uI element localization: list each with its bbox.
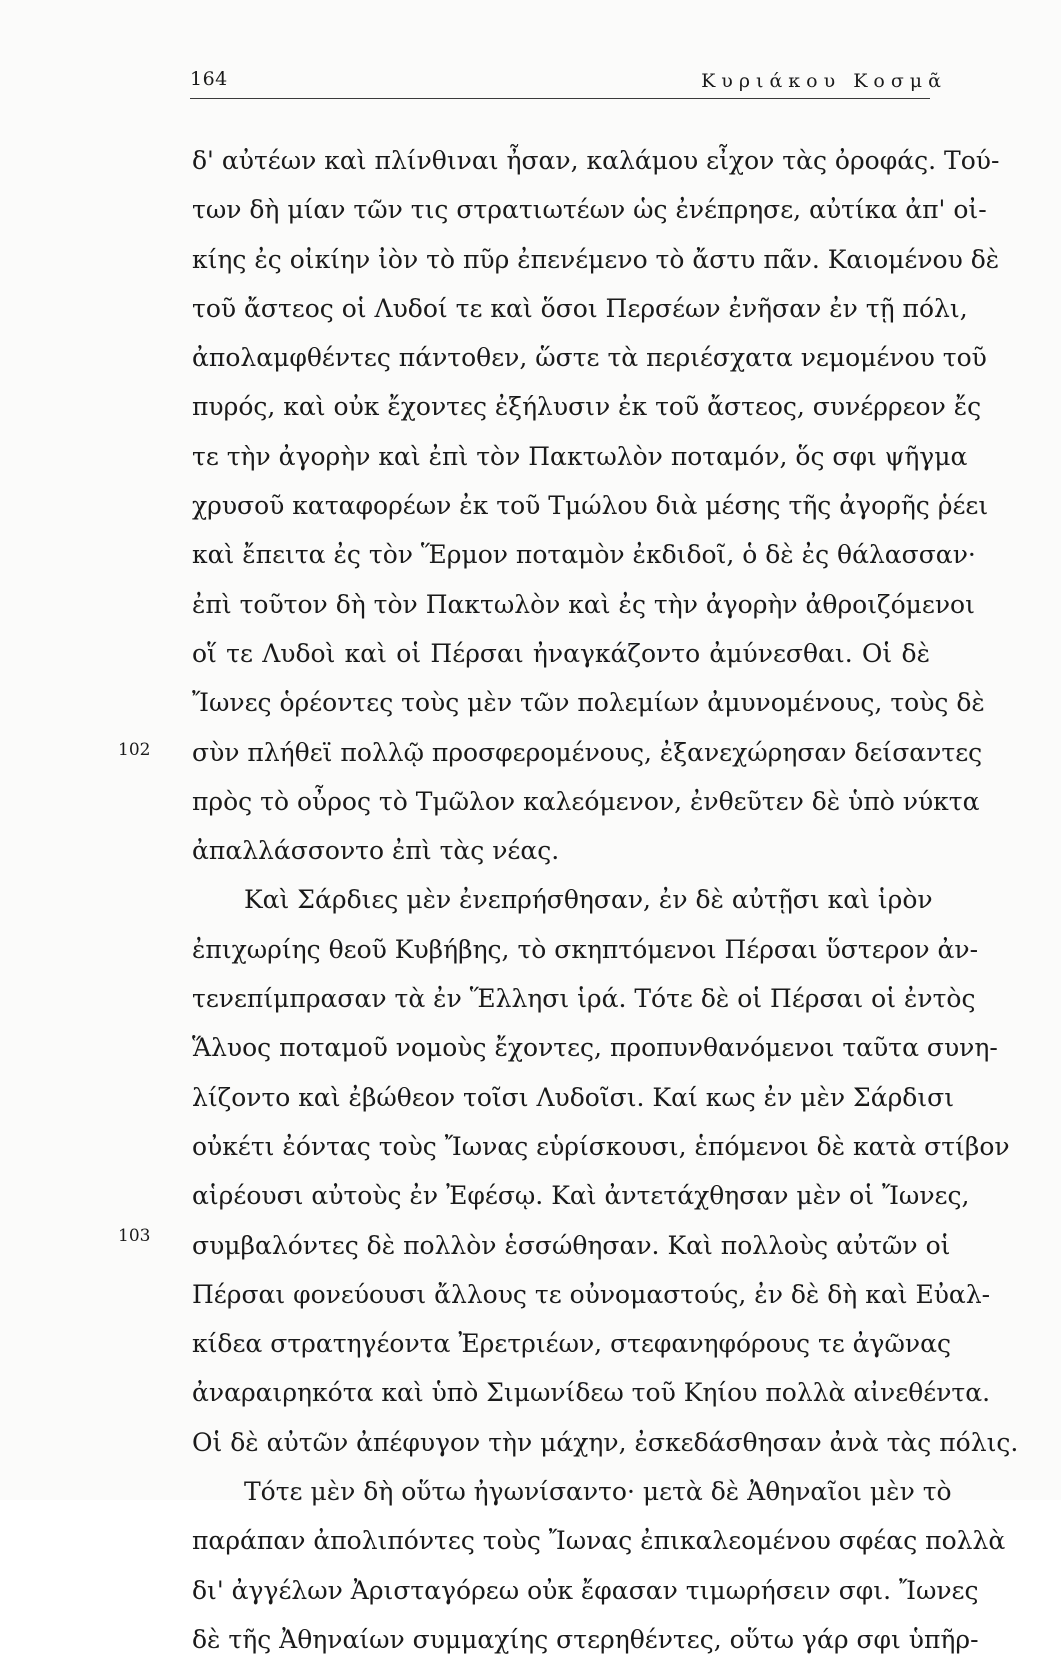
text-line: δ' αὐτέων καὶ πλίνθιναι ἦσαν, καλάμου εἶχον τὰς ὀροφάς. Τού- [192, 146, 1000, 175]
text-line: ἀπολαμφθέντες πάντοθεν, ὥστε τὰ περιέσχατα νεμομένου τοῦ [192, 343, 987, 373]
margin-section-number: 102 [118, 740, 151, 760]
text-line: Ἅλυος ποταμοῦ νομοὺς ἔχοντες, προπυνθανόμενοι ταῦτα συνη- [192, 1033, 998, 1063]
text-line: συμβαλόντες δὲ πολλὸν ἑσσώθησαν. Καὶ πολλοὺς αὐτῶν οἱ [192, 1230, 951, 1260]
text-line: τενεπίμπρασαν τὰ ἐν Ἕλλησι ἱρά. Τότε δὲ οἱ Πέρσαι οἱ ἐντὸς [192, 984, 976, 1014]
margin-section-number: 103 [118, 1226, 151, 1246]
text-line: Οἱ δὲ αὐτῶν ἀπέφυγον τὴν μάχην, ἐσκεδάσθησαν ἀνὰ τὰς πόλις. [192, 1427, 1019, 1457]
text-line: σὺν πλήθεϊ πολλῷ προσφερομένους, ἐξανεχώρησαν δείσαντες [192, 737, 983, 767]
text-line: δὲ τῆς Ἀθηναίων συμμαχίης στερηθέντες, οὕτω γάρ σφι ὑπῆρ- [192, 1624, 979, 1654]
text-line: πυρός, καὶ οὐκ ἔχοντες ἐξήλυσιν ἐκ τοῦ ἄστεος, συνέρρεον ἔς [192, 392, 982, 422]
text-line: δι' ἀγγέλων Ἀρισταγόρεω οὐκ ἔφασαν τιμωρήσειν σφι. Ἴωνες [192, 1575, 979, 1605]
header-rule [190, 98, 930, 99]
text-line: ἐπὶ τοῦτον δὴ τὸν Πακτωλὸν καὶ ἐς τὴν ἀγορὴν ἀθροιζόμενοι [192, 589, 975, 619]
text-line: οἵ τε Λυδοὶ καὶ οἱ Πέρσαι ἠναγκάζοντο ἀμύνεσθαι. Οἱ δὲ [192, 638, 930, 668]
text-line: αἱρέουσι αὐτοὺς ἐν Ἐφέσῳ. Καὶ ἀντετάχθησαν μὲν οἱ Ἴωνες, [192, 1181, 970, 1211]
text-line: ἐπιχωρίης θεοῦ Κυβήβης, τὸ σκηπτόμενοι Πέρσαι ὕστερον ἀν- [192, 934, 979, 964]
text-line: τε τὴν ἀγορὴν καὶ ἐπὶ τὸν Πακτωλὸν ποταμόν, ὅς σφι ψῆγμα [192, 441, 968, 471]
text-line: Τότε μὲν δὴ οὕτω ἠγωνίσαντο· μετὰ δὲ Ἀθηναῖοι μὲν τὸ [244, 1477, 952, 1507]
text-line: κίδεα στρατηγέοντα Ἐρετριέων, στεφανηφόρους τε ἀγῶνας [192, 1329, 951, 1359]
page-number: 164 [190, 68, 228, 90]
text-line: παράπαν ἀπολιπόντες τοὺς Ἴωνας ἐπικαλεομένου σφέας πολλὰ [192, 1526, 1006, 1556]
running-title: Κυριάκου Κοσμᾶ [701, 70, 947, 92]
text-line: πρὸς τὸ οὖρος τὸ Τμῶλον καλεόμενον, ἐνθεῦτεν δὲ ὑπὸ νύκτα [192, 786, 980, 816]
text-line: Ἴωνες ὁρέοντες τοὺς μὲν τῶν πολεμίων ἀμυνομένους, τοὺς δὲ [192, 688, 985, 718]
text-line: χρυσοῦ καταφορέων ἐκ τοῦ Τμώλου διὰ μέσης τῆς ἀγορῆς ῥέει [192, 491, 989, 521]
text-line: οὐκέτι ἐόντας τοὺς Ἴωνας εὑρίσκουσι, ἑπόμενοι δὲ κατὰ στίβον [192, 1131, 1010, 1161]
text-line: Καὶ Σάρδιες μὲν ἐνεπρήσθησαν, ἐν δὲ αὐτῇσι καὶ ἱρὸν [244, 885, 933, 915]
text-line: ἀπαλλάσσοντο ἐπὶ τὰς νέας. [192, 836, 560, 866]
text-line: τοῦ ἄστεος οἱ Λυδοί τε καὶ ὅσοι Περσέων ἐνῆσαν ἐν τῇ πόλι, [192, 293, 968, 323]
text-line: καὶ ἔπειτα ἐς τὸν Ἕρμον ποταμὸν ἐκδιδοῖ, ὁ δὲ ἐς θάλασσαν· [192, 540, 976, 570]
text-line: λίζοντο καὶ ἐβώθεον τοῖσι Λυδοῖσι. Καί κως ἐν μὲν Σάρδισι [192, 1082, 955, 1112]
text-line: Πέρσαι φονεύουσι ἄλλους τε οὐνομαστούς, ἐν δὲ δὴ καὶ Εὐαλ- [192, 1279, 991, 1309]
text-line: των δὴ μίαν τῶν τις στρατιωτέων ὡς ἐνέπρησε, αὐτίκα ἀπ' οἰ- [192, 195, 987, 225]
text-line: ἀναραιρηκότα καὶ ὑπὸ Σιμωνίδεω τοῦ Κηίου πολλὰ αἰνεθέντα. [192, 1378, 991, 1408]
body-text [192, 136, 1019, 1664]
text-line: κίης ἐς οἰκίην ἰὸν τὸ πῦρ ἐπενέμενο τὸ ἄστυ πᾶν. Καιομένου δὲ [192, 244, 1000, 274]
